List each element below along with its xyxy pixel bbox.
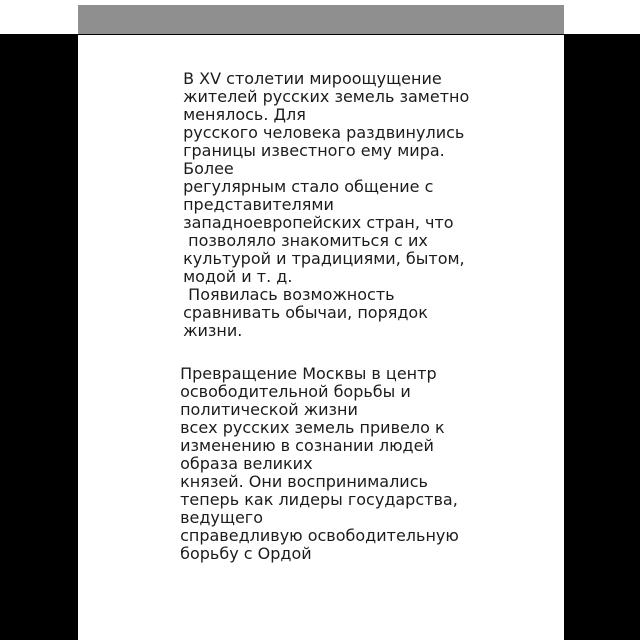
text-line: русского человека раздвинулись: [178, 123, 465, 142]
text-line: регулярным стало общение с: [178, 177, 434, 196]
header-band: [78, 5, 564, 35]
text-line: жителей русских земель заметно: [178, 87, 470, 106]
text-line: Появилась возможность: [178, 285, 395, 304]
text-line: теперь как лидеры государства,: [175, 490, 458, 509]
text-line: позволяло знакомиться с их: [178, 231, 428, 250]
text-line: политической жизни: [175, 400, 358, 419]
text-line: менялось. Для: [178, 105, 306, 124]
text-line: сравнивать обычаи, порядок: [178, 303, 428, 322]
paragraph-2: [175, 365, 459, 563]
text-line: ведущего: [175, 508, 263, 527]
text-line: справедливую освободительную: [175, 526, 459, 545]
text-line: князей. Они воспринимались: [175, 472, 428, 491]
text-line: культурой и традициями, бытом,: [178, 249, 465, 268]
text-line: Превращение Москвы в центр: [175, 364, 437, 383]
text-line: В XV столетии мироощущение: [178, 69, 442, 88]
text-line: всех русских земель привело к: [175, 418, 445, 437]
document-page: [78, 35, 564, 640]
text-line: модой и т. д.: [178, 267, 293, 286]
text-line: борьбу с Ордой: [175, 544, 312, 563]
text-line: западноевропейских стран, что: [178, 213, 454, 232]
text-line: границы известного ему мира.: [178, 141, 445, 160]
text-line: Более: [178, 159, 234, 178]
text-line: жизни.: [178, 321, 243, 340]
text-line: образа великих: [175, 454, 313, 473]
top-bar: [0, 0, 640, 35]
text-line: представителями: [178, 195, 334, 214]
text-line: изменению в сознании людей: [175, 436, 434, 455]
document-viewer[interactable]: [0, 35, 640, 640]
paragraph-1: [178, 70, 469, 340]
text-line: освободительной борьбы и: [175, 382, 411, 401]
